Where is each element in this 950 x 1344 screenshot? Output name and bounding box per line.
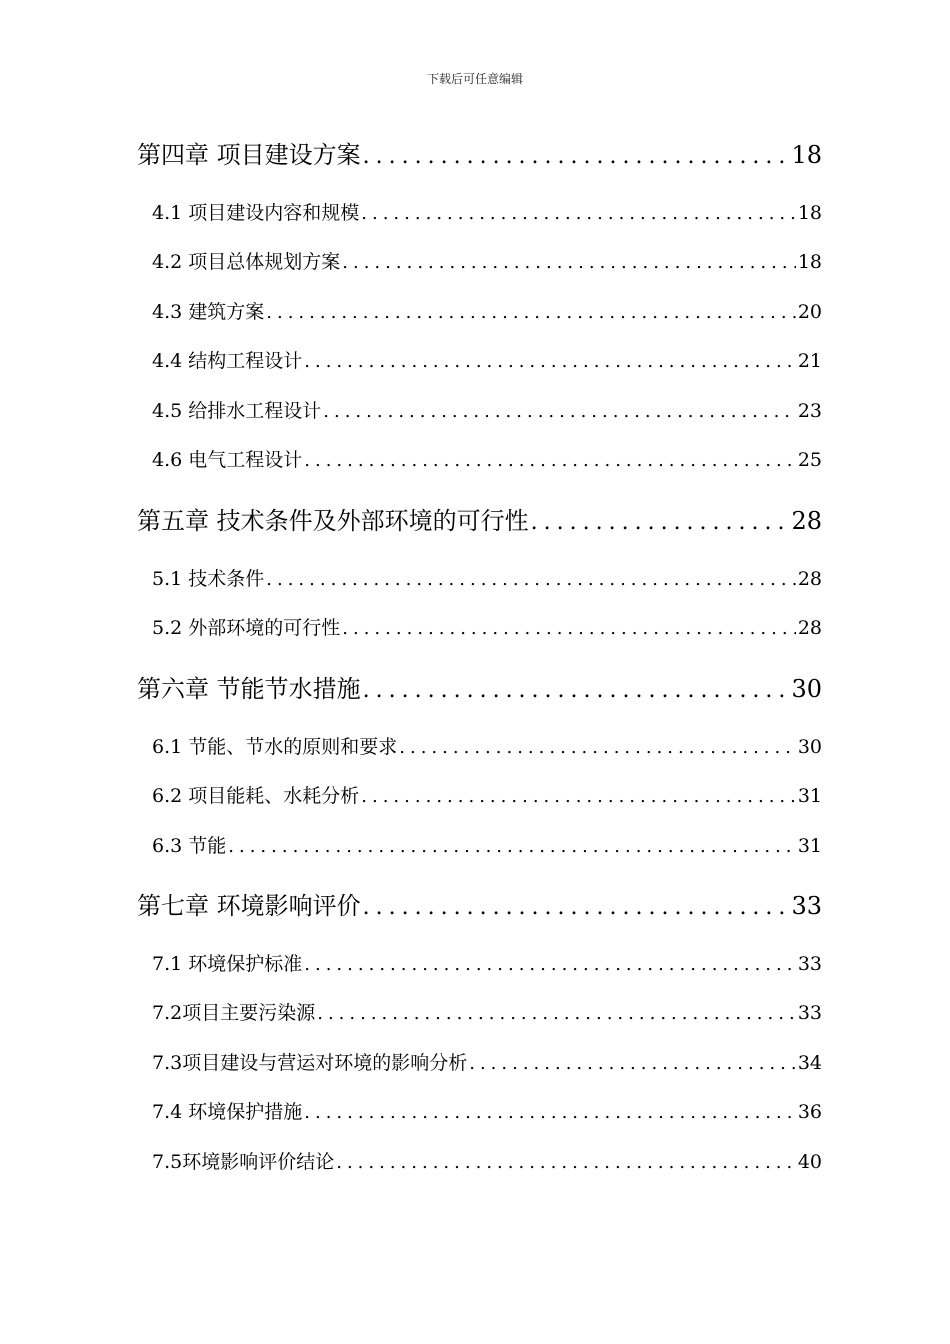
- toc-section-4-5[interactable]: [152, 396, 822, 424]
- toc-page-number: 36: [797, 1101, 822, 1123]
- toc-title: 第七章 环境影响评价: [137, 892, 361, 920]
- toc-title: 5.2 外部环境的可行性: [152, 617, 341, 639]
- toc-page-number: 21: [797, 350, 822, 372]
- toc-page-number: 18: [791, 141, 822, 169]
- toc-page-number: 18: [797, 251, 822, 273]
- toc-chapter-6[interactable]: [137, 669, 822, 703]
- toc-page-number: 31: [797, 835, 822, 857]
- toc-chapter-5[interactable]: [137, 501, 822, 535]
- toc-page-number: 23: [797, 400, 822, 422]
- toc-leader-dots: [363, 144, 790, 169]
- toc-chapter-4[interactable]: [137, 135, 822, 169]
- toc-page-number: 28: [797, 568, 822, 590]
- toc-leader-dots: [304, 450, 796, 471]
- toc-leader-dots: [304, 954, 796, 975]
- toc-leader-dots: [336, 1152, 796, 1173]
- toc-section-4-3[interactable]: [152, 297, 822, 325]
- toc-page-number: 33: [791, 892, 822, 920]
- toc-title: 4.3 建筑方案: [152, 301, 265, 323]
- toc-leader-dots: [363, 895, 790, 920]
- toc-section-4-2[interactable]: [152, 247, 822, 275]
- toc-leader-dots: [317, 1003, 796, 1024]
- toc-leader-dots: [361, 786, 796, 807]
- toc-title: 4.5 给排水工程设计: [152, 400, 322, 422]
- toc-title: 7.4 环境保护措施: [152, 1101, 303, 1123]
- toc-leader-dots: [342, 252, 796, 273]
- toc-section-4-4[interactable]: [152, 346, 822, 374]
- toc-title: 5.1 技术条件: [152, 568, 265, 590]
- toc-page-number: 18: [797, 202, 822, 224]
- toc-page-number: 33: [797, 1002, 822, 1024]
- toc-chapter-7[interactable]: [137, 886, 822, 920]
- toc-leader-dots: [266, 302, 796, 323]
- toc-leader-dots: [266, 569, 796, 590]
- page-header: 下载后可任意编辑: [426, 72, 523, 86]
- toc-title: 7.5环境影响评价结论: [152, 1151, 335, 1173]
- toc-leader-dots: [342, 618, 796, 639]
- toc-page-number: 34: [797, 1052, 822, 1074]
- toc-leader-dots: [469, 1053, 796, 1074]
- toc-section-6-3[interactable]: [152, 831, 822, 859]
- toc-title: 4.6 电气工程设计: [152, 449, 303, 471]
- toc-title: 6.2 项目能耗、水耗分析: [152, 785, 360, 807]
- toc-title: 第六章 节能节水措施: [137, 675, 361, 703]
- toc-title: 7.2项目主要污染源: [152, 1002, 316, 1024]
- toc-title: 7.1 环境保护标准: [152, 953, 303, 975]
- toc-page-number: 31: [797, 785, 822, 807]
- toc-leader-dots: [323, 401, 796, 422]
- toc-section-7-2[interactable]: [152, 998, 822, 1026]
- toc-section-6-2[interactable]: [152, 781, 822, 809]
- toc-leader-dots: [363, 678, 790, 703]
- toc-title: 7.3项目建设与营运对环境的影响分析: [152, 1052, 468, 1074]
- toc-leader-dots: [304, 351, 796, 372]
- toc-page-number: 40: [797, 1151, 822, 1173]
- toc-leader-dots: [228, 836, 796, 857]
- toc-section-4-1[interactable]: [152, 198, 822, 226]
- toc-leader-dots: [399, 737, 796, 758]
- toc-section-7-5[interactable]: [152, 1147, 822, 1175]
- toc-section-7-1[interactable]: [152, 949, 822, 977]
- toc-page-number: 28: [797, 617, 822, 639]
- toc-section-6-1[interactable]: [152, 732, 822, 760]
- toc-leader-dots: [361, 203, 796, 224]
- toc-section-5-2[interactable]: [152, 613, 822, 641]
- toc-section-7-4[interactable]: [152, 1097, 822, 1125]
- toc-page-number: 30: [797, 736, 822, 758]
- toc-section-5-1[interactable]: [152, 564, 822, 592]
- toc-page-number: 28: [791, 507, 822, 535]
- toc-title: 6.3 节能: [152, 835, 227, 857]
- toc-page-number: 33: [797, 953, 822, 975]
- toc-page-number: 20: [797, 301, 822, 323]
- toc-title: 第四章 项目建设方案: [137, 141, 361, 169]
- toc-title: 4.4 结构工程设计: [152, 350, 303, 372]
- toc-title: 第五章 技术条件及外部环境的可行性: [137, 507, 529, 535]
- toc-page-number: 30: [791, 675, 822, 703]
- toc-leader-dots: [531, 510, 790, 535]
- toc-leader-dots: [304, 1102, 796, 1123]
- toc-title: 4.1 项目建设内容和规模: [152, 202, 360, 224]
- toc-section-4-6[interactable]: [152, 445, 822, 473]
- toc-title: 4.2 项目总体规划方案: [152, 251, 341, 273]
- toc-section-7-3[interactable]: [152, 1048, 822, 1076]
- toc-title: 6.1 节能、节水的原则和要求: [152, 736, 398, 758]
- toc-page-number: 25: [797, 449, 822, 471]
